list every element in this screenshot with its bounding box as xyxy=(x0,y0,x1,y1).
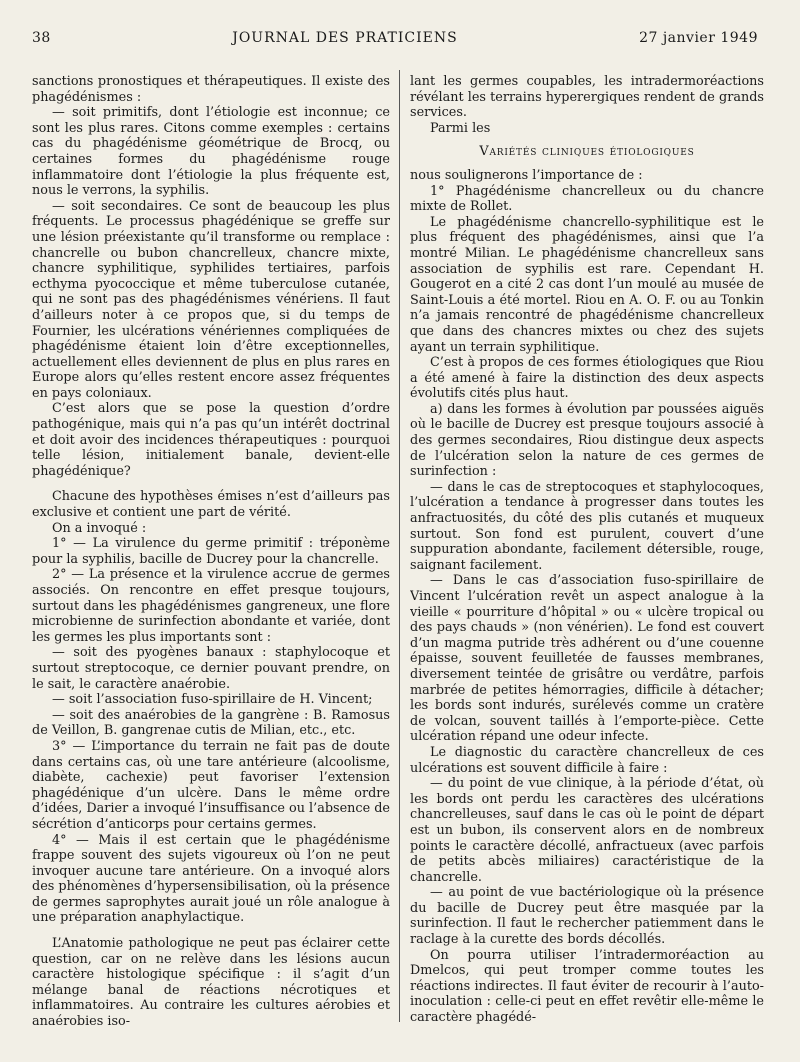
paragraph: Le diagnostic du caractère chancrelleux de ces ulcérations est souvent difficile à faire : xyxy=(410,744,764,776)
paragraph: On a invoqué : xyxy=(52,520,147,536)
paragraph: a) dans les formes à évolution par poussées aiguës où le bacille de Ducrey est presque toujours associé à des germes secondaires, Riou distingue deux aspects de l’ulcération selon la nature de ces germes de surinfection : xyxy=(410,401,764,480)
paragraph: sanctions pronostiques et thérapeutiques. Il existe des phagédénismes : xyxy=(32,74,390,105)
column-divider xyxy=(399,70,400,1022)
issue-date: 27 janvier 1949 xyxy=(639,30,758,46)
paragraph: — soit des pyogènes banaux : staphylocoque et surtout streptocoque, ce dernier pouvant prendre, on le sait, le caractère anaérobie. xyxy=(32,645,390,692)
journal-title: JOURNAL DES PRATICIENS xyxy=(232,30,458,46)
paragraph: — soit secondaires. Ce sont de beaucoup les plus fréquents. Le processus phagédénique se greffe sur une lésion préexistante qu’il transforme ou remplace : chancrelle ou bubon chancrelleux, chancre mixte, chancre syphilitique, syphilides tertiaires, parfois ecthyma pyococcique et même tuberculose cutanée, qui ne sont pas des phagédénismes vénériens. Il faut d’ailleurs noter à ce propos que, si du temps de Fournier, les ulcérations vénériennes compliquées de phagédénisme étaient loin d’être exceptionnelles, actuellement elles deviennent de plus en plus rares en Europe alors qu’elles restent encore assez fréquentes en pays coloniaux. xyxy=(32,198,390,401)
paragraph: — du point de vue clinique, à la période d’état, où les bords ont perdu les caractères des ulcérations chancrelleuses, sauf dans le cas où le point de départ est un bubon, ils conservent alors en de nombreux points le caractère décollé, anfractueux (avec parfois de petits abcès miliaires) caractéristique de la chancrelle. xyxy=(410,776,764,885)
paragraph: — soit l’association fuso-spirillaire de H. Vincent; xyxy=(52,692,373,708)
paragraph: lant les germes coupables, les intradermoréactions révélant les terrains hyperergiques rendent de grands services. xyxy=(410,74,764,121)
page-number: 38 xyxy=(32,30,51,46)
paragraph: On pourra utiliser l’intradermoréaction au Dmelcos, qui peut tromper comme toutes les réactions indirectes. Il faut éviter de recourir à l’auto-inoculation : celle-ci peut en effet revêtir elle-même le caractère phagédé- xyxy=(410,947,764,1026)
paragraph: — dans le cas de streptocoques et staphylocoques, l’ulcération a tendance à progresser dans toutes les anfractuosités, du côté des plis cutanés et muqueux surtout. Son fond est purulent, couvert d’une suppuration abondante, facilement détersible, rouge, saignant facilement. xyxy=(410,479,764,573)
paragraph: L’Anatomie pathologique ne peut pas éclairer cette question, car on ne relève dans les lésions aucun caractère histologique spécifique : il s’agit d’un mélange banal de réactions nécrotiques et inflammatoires. Au contraire les cultures aérobies et anaérobies iso- xyxy=(32,936,390,1030)
paragraph: — soit des anaérobies de la gangrène : B. Ramosus de Veillon, B. gangrenae cutis de Milian, etc., etc. xyxy=(32,707,390,739)
paragraph: Chacune des hypothèses émises n’est d’ailleurs pas exclusive et contient une part de vérité. xyxy=(32,489,390,521)
left-column xyxy=(32,74,390,1034)
paragraph: C’est à propos de ces formes étiologiques que Riou a été amené à faire la distinction des deux aspects évolutifs cités plus haut. xyxy=(410,355,764,402)
right-column xyxy=(410,74,764,1034)
section-heading: Variétés cliniques étiologiques xyxy=(479,144,695,160)
paragraph: — au point de vue bactériologique où la présence du bacille de Ducrey peut être masquée par la surinfection. Il faut le rechercher patiemment dans le raclage à la curette des bords décollés. xyxy=(410,885,764,948)
paragraph: C’est alors que se pose la question d’ordre pathogénique, mais qui n’a pas qu’un intérêt doctrinal et doit avoir des incidences thérapeutiques : pourquoi telle lésion, initialement banale, devient-elle phagédénique? xyxy=(32,401,390,479)
paragraph: — Dans le cas d’association fuso-spirillaire de Vincent l’ulcération revêt un aspect analogue à la vieille « pourriture d’hôpital » ou « ulcère tropical ou des pays chauds » (non vénérien). Le fond est couvert d’un magma putride très adhérent ou d’une couenne épaisse, souvent feuilletée de fausses membranes, diversement teintée de grisâtre ou verdâtre, parfois marbrée de petites hémorragies, difficile à détacher; les bords sont indurés, surélevés comme un cratère de volcan, souvent taillés à l’emporte-pièce. Cette ulcération répand une odeur infecte. xyxy=(410,573,764,745)
paragraph: 3° — L’importance du terrain ne fait pas de doute dans certains cas, où une tare antérieure (alcoolisme, diabète, cachexie) peut favoriser l’extension phagédénique d’un ulcère. Dans le même ordre d’idées, Darier a invoqué l’insuffisance ou l’absence de sécrétion d’anticorps pour certains germes. xyxy=(32,738,390,832)
paragraph: 2° — La présence et la virulence accrue de germes associés. On rencontre en effet presque toujours, surtout dans les phagédénismes gangreneux, une flore microbienne de surinfection abondante et variée, dont les germes les plus importants sont : xyxy=(32,567,390,645)
paragraph: 1° — La virulence du germe primitif : tréponème pour la syphilis, bacille de Ducrey pour la chancrelle. xyxy=(32,536,390,567)
paragraph: 1° Phagédénisme chancrelleux ou du chancre mixte de Rollet. xyxy=(410,183,764,215)
paragraph: — soit primitifs, dont l’étiologie est inconnue; ce sont les plus rares. Citons comme exemples : certains cas du phagédénisme géométrique de Brocq, ou certaines formes du phagédénisme rouge inflammatoire dont l’étiologie la plus fréquente est, nous le verrons, la syphilis. xyxy=(32,105,390,199)
paragraph: Parmi les xyxy=(430,120,491,136)
paragraph: nous soulignerons l’importance de : xyxy=(410,167,643,183)
paragraph: 4° — Mais il est certain que le phagédénisme frappe souvent des sujets vigoureux où l’on ne peut invoquer aucune tare antérieure. On a invoqué alors des phénomènes d’hypersensibilisation, où la présence de germes saprophytes aurait joué un rôle analogue à une préparation anaphylactique. xyxy=(32,832,390,926)
page-header xyxy=(32,30,758,50)
paragraph: Le phagédénisme chancrello-syphilitique est le plus fréquent des phagédénismes, ainsi que l’a montré Milian. Le phagédénisme chancrelleux sans association de syphilis est rare. Cependant H. Gougerot en a cité 2 cas dont l’un moulé au musée de Saint-Louis a été mortel. Riou en A. O. F. ou au Tonkin n’a jamais rencontré de phagédénisme chancrelleux que dans des chancres mixtes ou chez des sujets ayant un terrain syphilitique. xyxy=(410,214,764,355)
